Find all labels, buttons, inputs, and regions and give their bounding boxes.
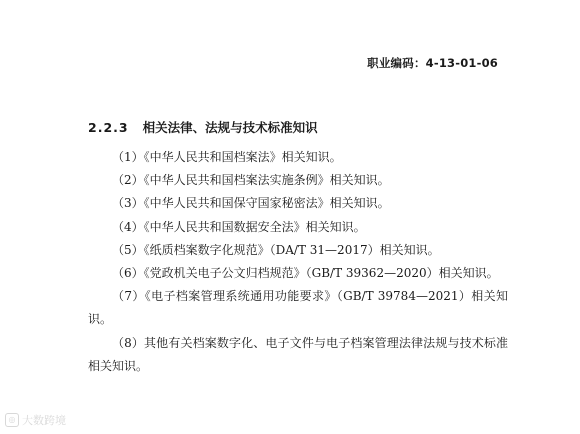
- list-item: （8）其他有关档案数字化、电子文件与电子档案管理法律法规与技术标准相关知识。: [88, 335, 508, 373]
- watermark-logo-icon: ◎: [5, 413, 19, 427]
- section-number: 2.2.3: [88, 120, 129, 135]
- watermark-text: 大数跨境: [22, 414, 66, 427]
- list-item: （4）《中华人民共和国数据安全法》相关知识。: [112, 219, 366, 234]
- list-item: （7）《电子档案管理系统通用功能要求》（GB/T 39784—2021）相关知识。: [88, 289, 508, 327]
- list-item: （6）《党政机关电子公文归档规范》（GB/T 39362—2020）相关知识。: [112, 266, 499, 281]
- section-heading: [88, 118, 318, 136]
- section-title: 相关法律、法规与技术标准知识: [142, 120, 318, 135]
- watermark: [5, 412, 66, 428]
- regulation-list: [88, 146, 508, 378]
- occupation-code: 职业编码：4-13-01-06: [367, 56, 498, 70]
- list-item: （2）《中华人民共和国档案法实施条例》相关知识。: [112, 173, 390, 188]
- list-item: （1）《中华人民共和国档案法》相关知识。: [112, 150, 342, 164]
- list-item: （3）《中华人民共和国保守国家秘密法》相关知识。: [112, 196, 390, 211]
- list-item: （5）《纸质档案数字化规范》（DA/T 31—2017）相关知识。: [112, 242, 440, 257]
